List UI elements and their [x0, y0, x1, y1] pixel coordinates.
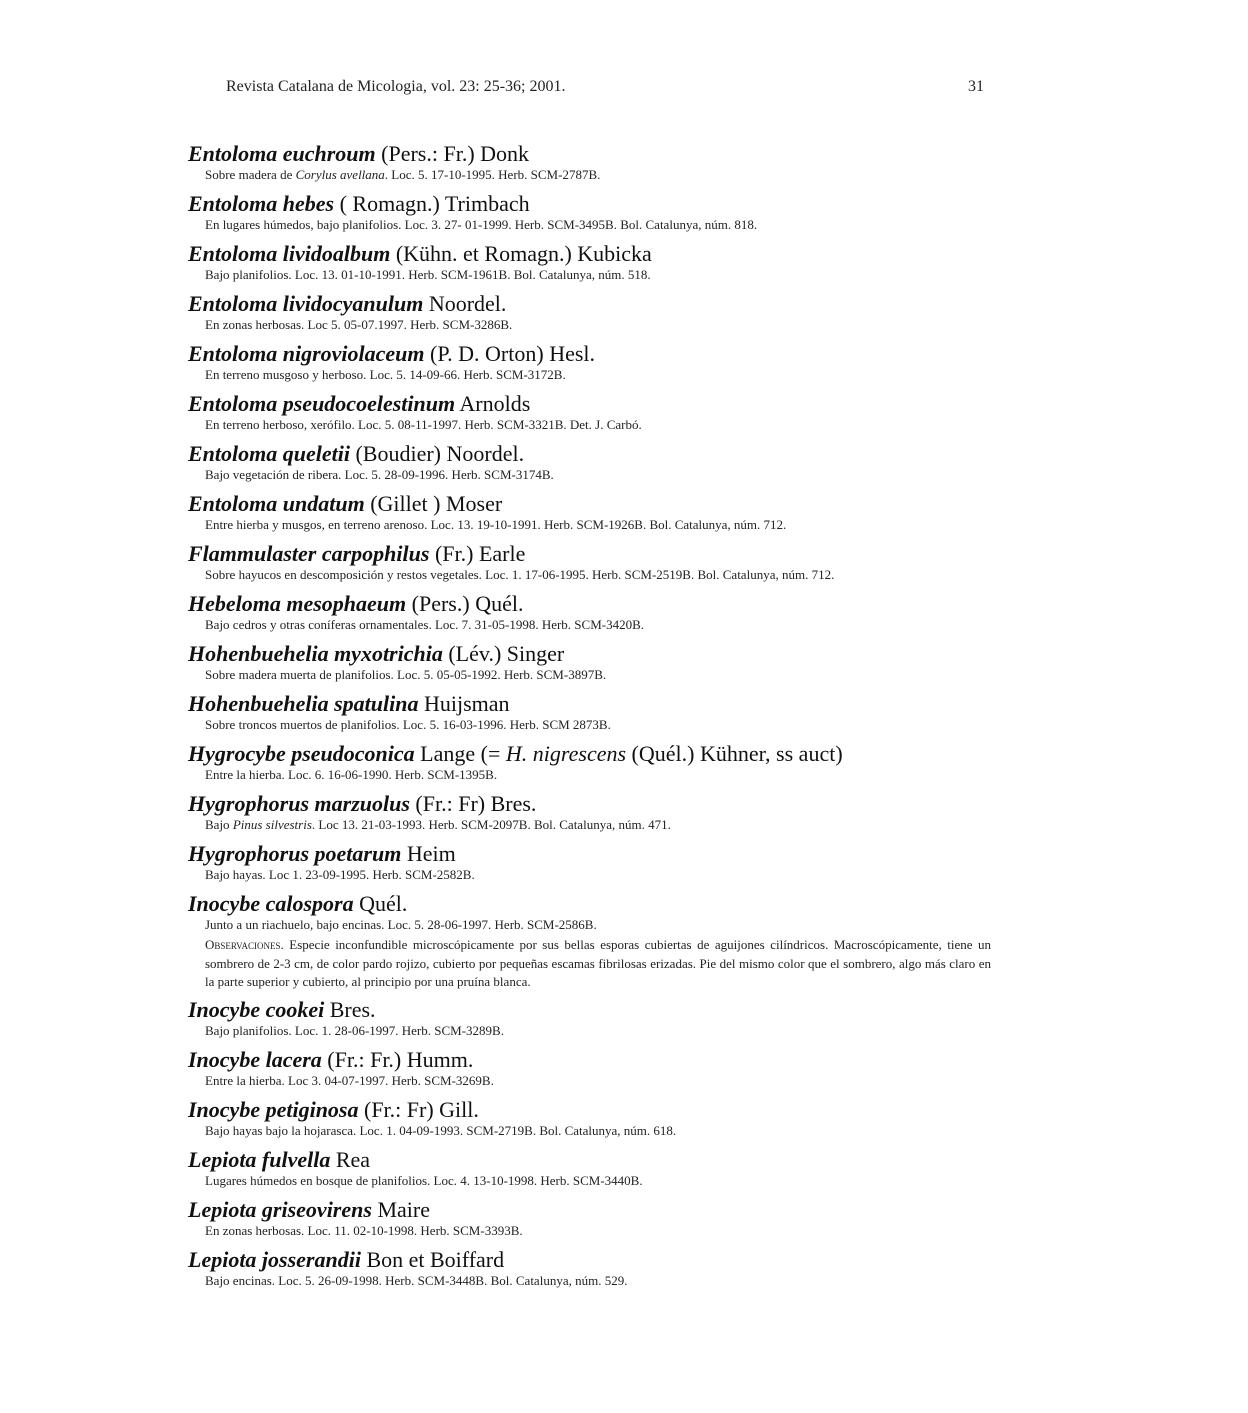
species-name: Hygrocybe pseudoconica — [188, 741, 415, 766]
specimen-record: En zonas herbosas. Loc 5. 05-07.1997. Herb. SCM-3286B. — [205, 317, 513, 332]
species-entry — [188, 590, 1008, 633]
host-name: Corylus avellana — [295, 167, 385, 182]
species-name: Lepiota griseovirens — [188, 1196, 372, 1222]
observations-text: . Especie inconfundible microscópicamente por sus bellas esporas cubiertas de aguijones cilíndricos. Macroscópicamente, tiene un sombrero de 2-3 cm, de color pardo rojizo, cubierto por pequeñas escamas fibrilosas erizadas. Pie del mismo color que el sombrero, algo más claro en la parte superior y cubierto, al principio por una pruína blanca. — [205, 937, 991, 989]
species-author: Bres. — [324, 996, 376, 1022]
species-name: Hebeloma mesophaeum — [188, 591, 407, 616]
species-author: (Kühn. et Romagn.) Kubicka — [390, 241, 652, 266]
species-name: Lepiota josserandii — [188, 1246, 361, 1272]
specimen-record: Sobre madera muerta de planifolios. Loc. 5. 05-05-1992. Herb. SCM-3897B. — [205, 667, 607, 682]
species-author: Rea — [330, 1146, 371, 1172]
record-text: . Loc. 5. 17-10-1995. Herb. SCM-2787B. — [384, 167, 601, 182]
taxon-name — [188, 740, 1008, 767]
species-name: Inocybe calospora — [188, 891, 354, 916]
species-entry — [188, 240, 1008, 283]
species-name: Entoloma queletii — [188, 441, 350, 466]
observations-label: Observaciones — [205, 937, 281, 952]
species-entry — [188, 390, 1008, 433]
taxon-name — [188, 1096, 1008, 1123]
specimen-record: Lugares húmedos en bosque de planifolios. Loc. 4. 13-10-1998. Herb. SCM-3440B. — [205, 1172, 643, 1188]
species-name: Entoloma pseudocoelestinum — [188, 391, 456, 416]
specimen-record: Junto a un riachuelo, bajo encinas. Loc. 5. 28-06-1997. Herb. SCM-2586B. — [205, 917, 597, 932]
species-author: (Fr.: Fr) Gill. — [358, 1096, 479, 1122]
taxon-name — [188, 1196, 1008, 1223]
taxon-name — [188, 590, 1008, 617]
taxon-name — [188, 840, 1008, 867]
journal-citation: Revista Catalana de Micologia, vol. 23: 25-36; 2001. — [226, 78, 566, 95]
specimen-record: Entre hierba y musgos, en terreno arenoso. Loc. 13. 19-10-1991. Herb. SCM-1926B. Bol. Catalunya, núm. 712. — [205, 517, 787, 532]
record-text: Sobre madera de — [205, 167, 296, 182]
species-name: Entoloma lividoalbum — [188, 241, 391, 266]
species-author: Heim — [401, 841, 456, 866]
species-entry — [188, 1146, 1008, 1189]
species-entry — [188, 640, 1008, 683]
taxon-name — [188, 690, 1008, 717]
taxon-name — [188, 190, 1008, 217]
species-entry — [188, 790, 1008, 833]
species-author: (Lév.) Singer — [442, 641, 565, 666]
specimen-record: En lugares húmedos, bajo planifolios. Loc. 3. 27- 01-1999. Herb. SCM-3495B. Bol. Catalunya, núm. 818. — [205, 217, 758, 232]
species-name: Flammulaster carpophilus — [188, 541, 430, 566]
specimen-record: Bajo planifolios. Loc. 1. 28-06-1997. Herb. SCM-3289B. — [205, 1022, 504, 1038]
observations-paragraph — [188, 936, 991, 992]
taxon-name — [188, 490, 1008, 517]
taxon-name — [188, 890, 1008, 917]
specimen-record: Bajo planifolios. Loc. 13. 01-10-1991. Herb. SCM-1961B. Bol. Catalunya, núm. 518. — [205, 267, 651, 282]
species-author: Huijsman — [418, 691, 510, 716]
species-name: Lepiota fulvella — [188, 1146, 331, 1172]
species-author: (Fr.: Fr) Bres. — [409, 791, 537, 816]
species-name: Entoloma undatum — [188, 491, 365, 516]
record-text: . Loc 13. 21-03-1993. Herb. SCM-2097B. Bol. Catalunya, núm. 471. — [311, 817, 671, 832]
species-author: (Boudier) Noordel. — [349, 441, 525, 466]
species-name: Inocybe lacera — [188, 1046, 322, 1072]
specimen-record: Sobre hayucos en descomposición y restos vegetales. Loc. 1. 17-06-1995. Herb. SCM-2519B. Bol. Catalunya, núm. 712. — [205, 567, 835, 582]
species-author: Arnolds — [455, 391, 531, 416]
species-author: ( Romagn.) Trimbach — [334, 191, 530, 216]
species-name: Entoloma euchroum — [188, 141, 376, 166]
synonym-author: (Quél.) Kühner, ss auct) — [626, 741, 843, 766]
species-entry — [188, 1046, 1008, 1089]
specimen-record: Bajo hayas bajo la hojarasca. Loc. 1. 04-09-1993. SCM-2719B. Bol. Catalunya, núm. 618. — [205, 1122, 677, 1138]
species-entry — [188, 890, 1008, 992]
species-author: (Pers.: Fr.) Donk — [375, 141, 530, 166]
species-author: (P. D. Orton) Hesl. — [424, 341, 596, 366]
species-author: Maire — [371, 1196, 430, 1222]
species-author: Quél. — [353, 891, 408, 916]
species-entry — [188, 740, 1008, 783]
species-entry — [188, 440, 1008, 483]
taxon-name — [188, 996, 1008, 1023]
specimen-record: En terreno herboso, xerófilo. Loc. 5. 08-11-1997. Herb. SCM-3321B. Det. J. Carbó. — [205, 417, 642, 432]
species-name: Inocybe cookei — [188, 996, 325, 1022]
species-author: (Fr.: Fr.) Humm. — [321, 1046, 474, 1072]
taxon-name — [188, 440, 1008, 467]
species-entry — [188, 1196, 1008, 1239]
specimen-record: Bajo encinas. Loc. 5. 26-09-1998. Herb. SCM-3448B. Bol. Catalunya, núm. 529. — [205, 1272, 628, 1288]
taxon-name — [188, 340, 1008, 367]
specimen-record: En terreno musgoso y herboso. Loc. 5. 14-09-66. Herb. SCM-3172B. — [205, 367, 566, 382]
page-number: 31 — [968, 78, 984, 95]
species-name: Entoloma lividocyanulum — [188, 291, 424, 316]
species-name: Entoloma nigroviolaceum — [188, 341, 425, 366]
specimen-record: Bajo vegetación de ribera. Loc. 5. 28-09-1996. Herb. SCM-3174B. — [205, 467, 554, 482]
species-author: Bon et Boiffard — [360, 1246, 505, 1272]
species-entry — [188, 290, 1008, 333]
species-name: Hygrophorus marzuolus — [188, 791, 410, 816]
synonym-name: H. nigrescens — [505, 741, 627, 766]
taxon-name — [188, 1146, 1008, 1173]
specimen-record: Entre la hierba. Loc 3. 04-07-1997. Herb. SCM-3269B. — [205, 1072, 494, 1088]
species-name: Hygrophorus poetarum — [188, 841, 402, 866]
taxon-name — [188, 390, 1008, 417]
species-name: Entoloma hebes — [188, 191, 335, 216]
species-entry — [188, 540, 1008, 583]
species-name: Hohenbuehelia spatulina — [188, 691, 419, 716]
species-entry — [188, 840, 1008, 883]
species-author: Noordel. — [423, 291, 507, 316]
taxon-name — [188, 540, 1008, 567]
species-name: Hohenbuehelia myxotrichia — [188, 641, 443, 666]
species-author: (Pers.) Quél. — [406, 591, 524, 616]
specimen-record — [188, 817, 1008, 833]
specimen-record: Bajo hayas. Loc 1. 23-09-1995. Herb. SCM-2582B. — [205, 867, 475, 882]
species-entry — [188, 340, 1008, 383]
species-entry — [188, 1096, 1008, 1139]
species-entry — [188, 996, 1008, 1039]
species-entry — [188, 190, 1008, 233]
species-entry — [188, 690, 1008, 733]
species-list — [188, 140, 1008, 1296]
species-entry — [188, 490, 1008, 533]
species-entry — [188, 1246, 1008, 1289]
species-author: Lange (= — [414, 741, 506, 766]
taxon-name — [188, 1046, 1008, 1073]
specimen-record: Bajo cedros y otras coníferas ornamentales. Loc. 7. 31-05-1998. Herb. SCM-3420B. — [205, 617, 645, 632]
host-name: Pinus silvestris — [232, 817, 312, 832]
taxon-name — [188, 640, 1008, 667]
taxon-name — [188, 240, 1008, 267]
taxon-name — [188, 790, 1008, 817]
taxon-name — [188, 290, 1008, 317]
specimen-record: En zonas herbosas. Loc. 11. 02-10-1998. Herb. SCM-3393B. — [205, 1222, 523, 1238]
taxon-name — [188, 140, 1008, 167]
specimen-record: Sobre troncos muertos de planifolios. Loc. 5. 16-03-1996. Herb. SCM 2873B. — [205, 717, 611, 732]
specimen-record — [188, 167, 1008, 183]
species-entry — [188, 140, 1008, 183]
species-author: (Fr.) Earle — [429, 541, 526, 566]
specimen-record: Entre la hierba. Loc. 6. 16-06-1990. Herb. SCM-1395B. — [205, 767, 498, 782]
species-name: Inocybe petiginosa — [188, 1096, 359, 1122]
species-author: (Gillet ) Moser — [364, 491, 503, 516]
record-text: Bajo — [205, 817, 233, 832]
taxon-name — [188, 1246, 1008, 1273]
